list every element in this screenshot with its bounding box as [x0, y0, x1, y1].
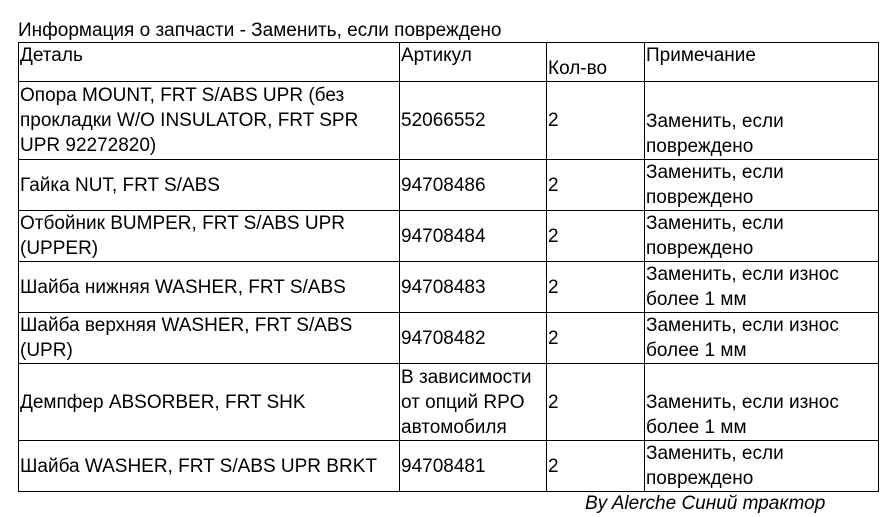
author-credit: By Alerche Синий трактор [585, 493, 826, 514]
cell-qty: 2 [547, 82, 645, 160]
cell-note: Заменить, если износ более 1 мм [645, 313, 879, 364]
table-row [19, 262, 879, 313]
cell-note: Заменить, если повреждено [645, 82, 879, 160]
cell-note: Заменить, если повреждено [645, 160, 879, 211]
header-part: Деталь [19, 43, 400, 82]
table-row [19, 211, 879, 262]
header-qty: Кол-во [547, 43, 645, 82]
cell-article: 94708483 [400, 262, 547, 313]
cell-article: 52066552 [400, 82, 547, 160]
table-header-row [19, 43, 879, 82]
table-row [19, 441, 879, 492]
header-article: Артикул [400, 43, 547, 82]
cell-article: 94708484 [400, 211, 547, 262]
cell-note: Заменить, если повреждено [645, 211, 879, 262]
cell-note: Заменить, если износ более 1 мм [645, 262, 879, 313]
cell-part: Отбойник BUMPER, FRT S/ABS UPR (UPPER) [19, 211, 400, 262]
table-row [19, 364, 879, 441]
cell-qty: 2 [547, 364, 645, 441]
cell-part: Шайба WASHER, FRT S/ABS UPR BRKT [19, 441, 400, 492]
cell-qty: 2 [547, 313, 645, 364]
cell-qty: 2 [547, 262, 645, 313]
cell-qty: 2 [547, 160, 645, 211]
cell-part: Демпфер ABSORBER, FRT SHK [19, 364, 400, 441]
cell-article: 94708482 [400, 313, 547, 364]
cell-part: Гайка NUT, FRT S/ABS [19, 160, 400, 211]
cell-part: Опора MOUNT, FRT S/ABS UPR (без прокладки W/O INSULATOR, FRT SPR UPR 92272820) [19, 82, 400, 160]
table-row [19, 160, 879, 211]
cell-part: Шайба нижняя WASHER, FRT S/ABS [19, 262, 400, 313]
document-title: Информация о запчасти - Заменить, если повреждено [18, 20, 502, 41]
table-row [19, 82, 879, 160]
cell-part: Шайба верхняя WASHER, FRT S/ABS (UPR) [19, 313, 400, 364]
cell-qty: 2 [547, 441, 645, 492]
cell-note: Заменить, если повреждено [645, 441, 879, 492]
cell-article: 94708481 [400, 441, 547, 492]
cell-qty: 2 [547, 211, 645, 262]
cell-note: Заменить, если износ более 1 мм [645, 364, 879, 441]
cell-article: 94708486 [400, 160, 547, 211]
cell-article: В зависимости от опций RPO автомобиля [400, 364, 547, 441]
parts-table [18, 42, 879, 492]
table-row [19, 313, 879, 364]
header-note: Примечание [645, 43, 879, 82]
